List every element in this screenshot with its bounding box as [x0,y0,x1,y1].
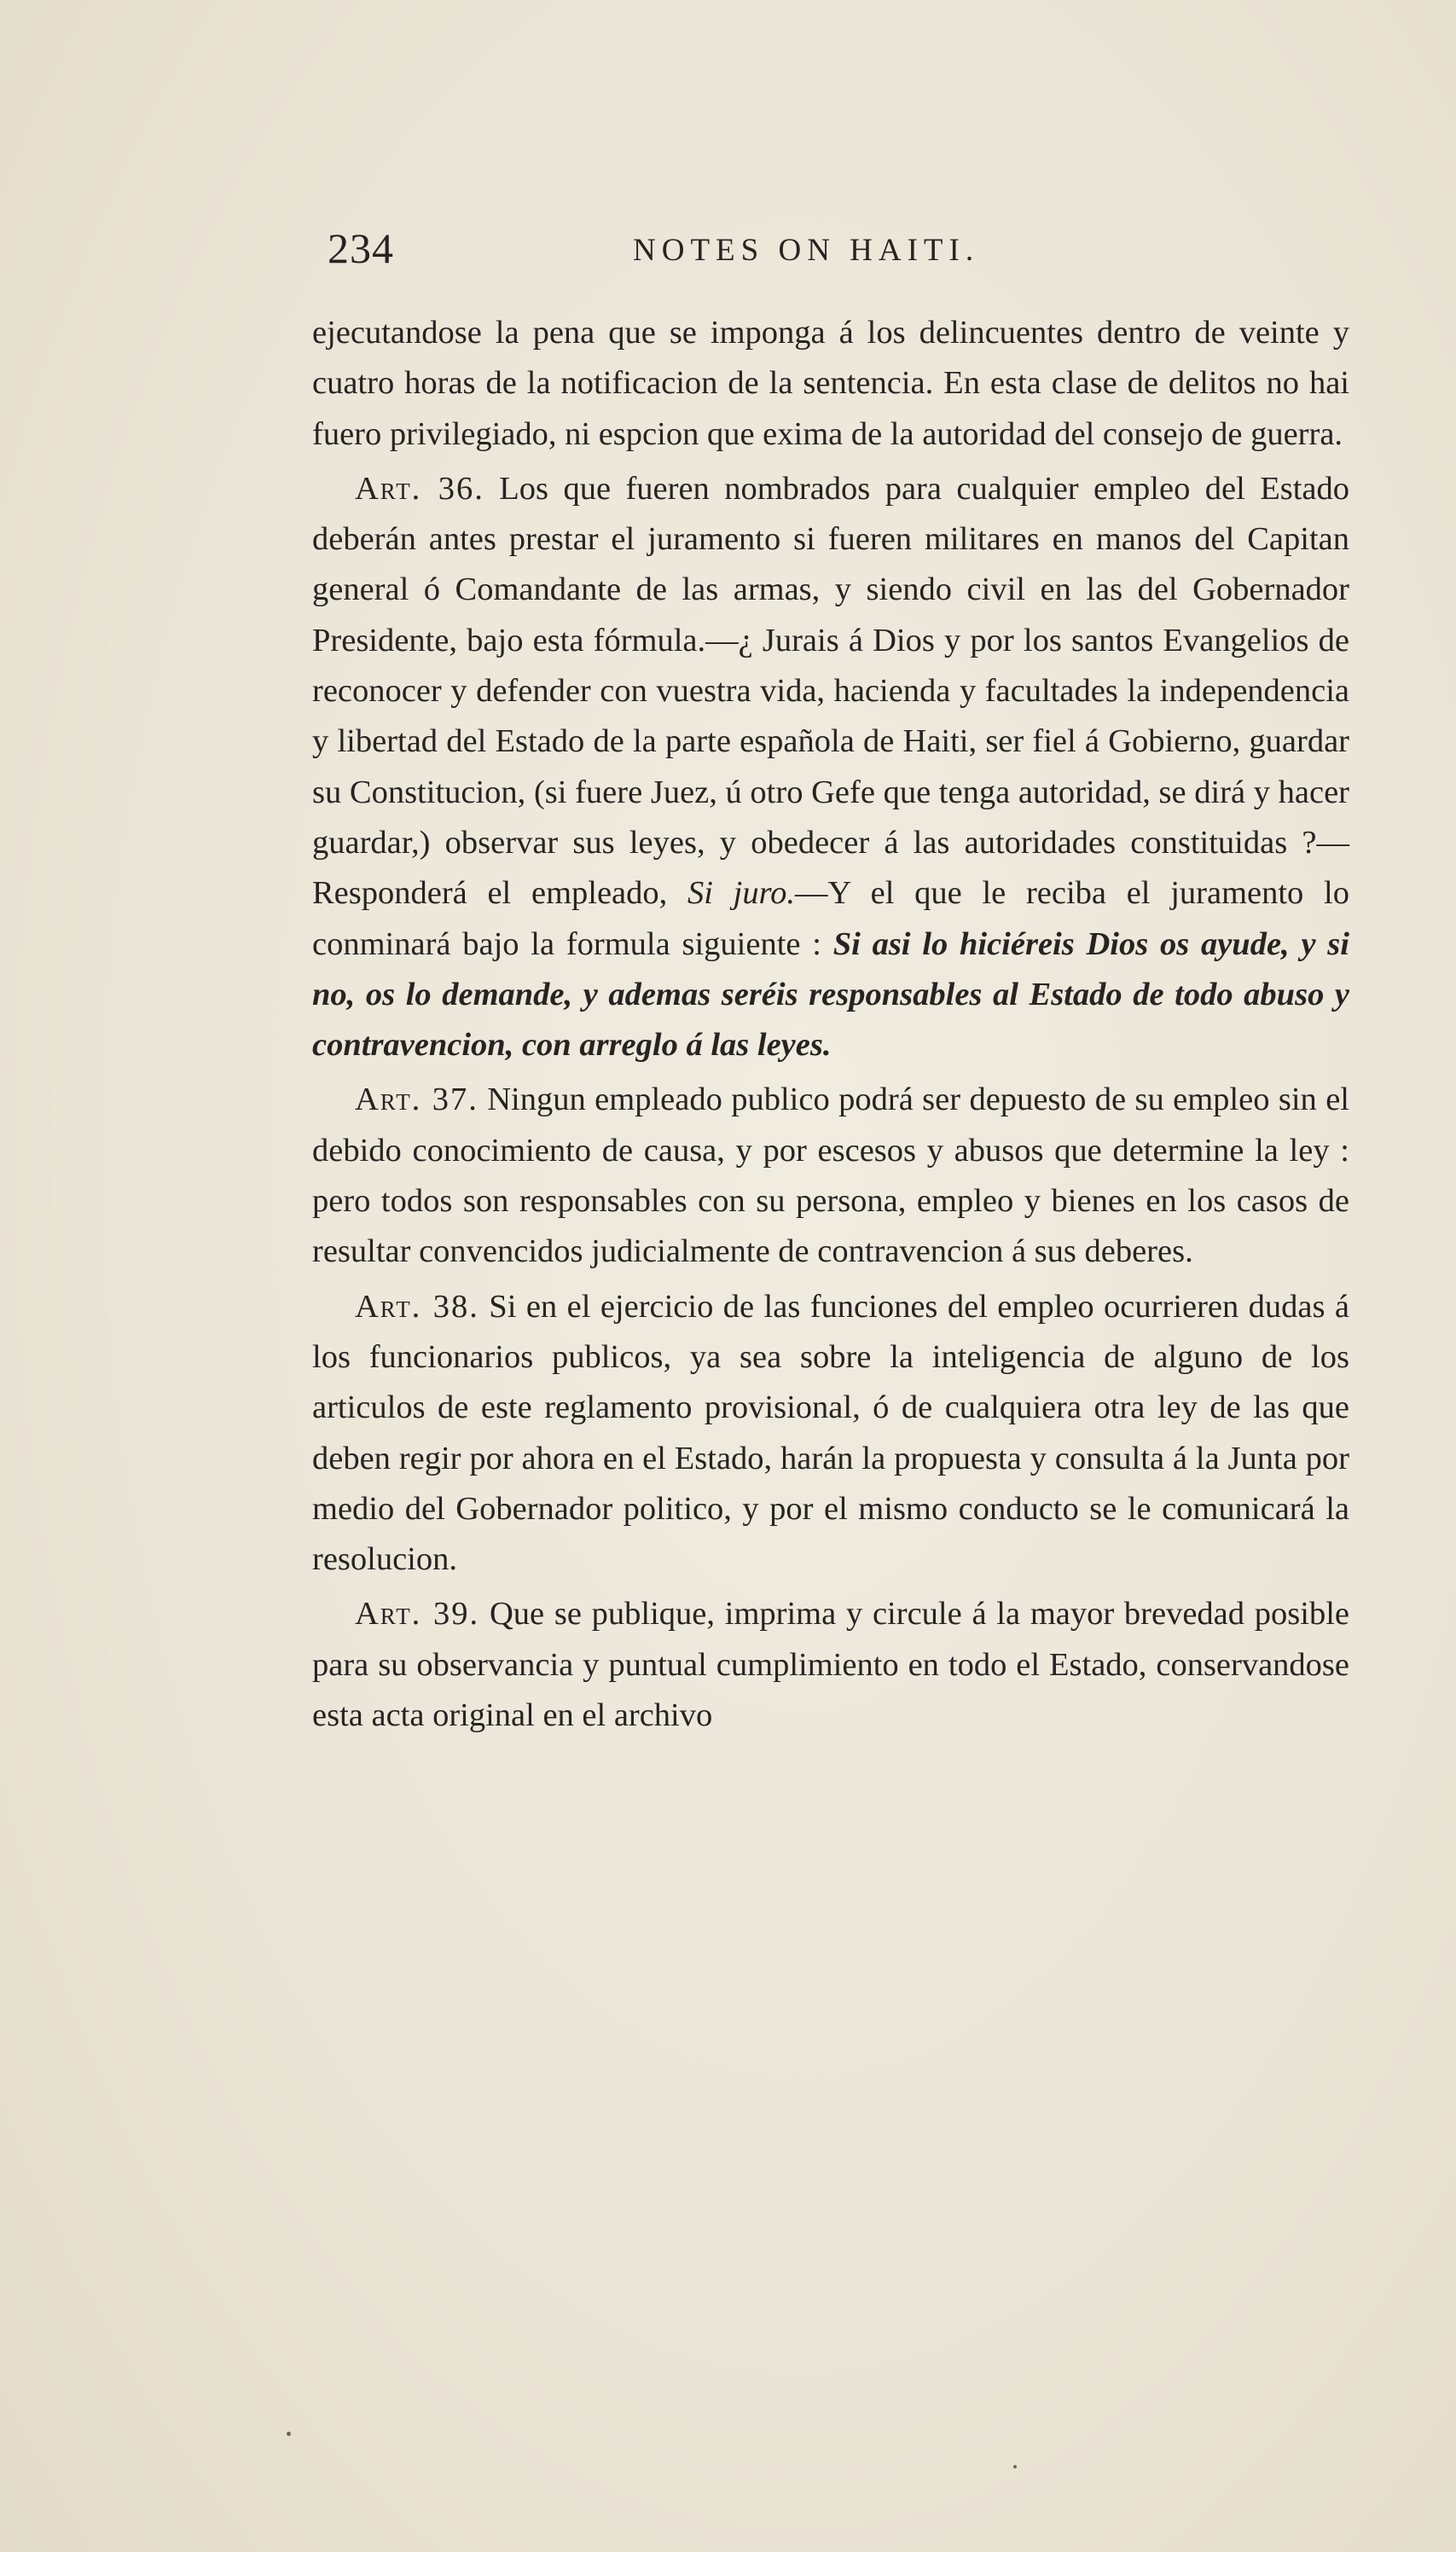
oath-reply: Si juro. [687,875,796,912]
article-label: Art. 38. [355,1288,479,1325]
paragraph-text: ejecutandose la pena que se imponga á los delincuentes dentro de veinte y cuatro horas de la notificacion de la sentencia. En esta clase de delitos no hai fuero privilegiado, ni espcion que exima de la autoridad del consejo de guerra. [312,315,1349,452]
body-text [312,308,1349,1741]
article-text-middle: —Y el que le reciba el juramento lo conminará bajo la formula siguiente : [312,875,1349,962]
paper-speck [287,2432,291,2436]
oath-formula: Si asi lo hiciéreis Dios os ayude, y si no, os lo demande, y ademas seréis responsables al Estado de todo abuso y contravencion, con arreglo á las leyes. [312,925,1349,1064]
running-title: NOTES ON HAITI. [633,233,980,268]
article-label: Art. 37. [355,1082,479,1118]
article-text: Que se publique, imprima y circule á la mayor brevedad posible para su observancia y puntual cumplimiento en todo el Estado, conservandose esta acta original en el archivo [312,1596,1349,1734]
article-38 [312,1282,1349,1586]
article-text: Ningun empleado publico podrá ser depuesto de su empleo sin el debido conocimiento de causa, y por escesos y abusos que determine la ley : pero todos son responsables con su persona, empleo y bienes en los casos de resultar convencidos judicialmente de contravencion á sus deberes. [312,1082,1349,1270]
article-36 [312,464,1349,1071]
article-37 [312,1075,1349,1277]
article-text: Si en el ejercicio de las funciones del empleo ocurrieren dudas á los funcionarios publicos, ya sea sobre la inteligencia de alguno de los articulos de este reglamento provisional, ó de cualquiera otra ley de las que deben regir por ahora en el Estado, harán la propuesta y consulta á la Junta por medio del Gobernador politico, y por el mismo conducto se le comunicará la resolucion. [312,1288,1350,1578]
article-text: Los que fueren nombrados para cualquier empleo del Estado deberán antes prestar el juramento si fueren militares en manos del Capitan general ó Comandante de las armas, y siendo civil en las del Gobernador Presidente, bajo esta fórmula.—¿ Jurais á Dios y por los santos Evangelios de reconocer y defender con vuestra vida, hacienda y facultades la independencia y libertad del Estado de la parte española de Haiti, ser fiel á Gobierno, guardar su Constitucion, (si fuere Juez, ú otro Gefe que tenga autoridad, se dirá y hacer guardar,) observar sus leyes, y obedecer á las autoridades constituidas ?—Responderá el empleado, [312,470,1350,912]
article-label: Art. 36. [355,470,484,507]
running-head [328,223,1351,283]
page-number: 234 [328,224,394,272]
paper-speck [1013,2465,1017,2468]
paragraph-continuation [312,308,1349,460]
article-label: Art. 39. [355,1596,480,1633]
article-39 [312,1589,1349,1741]
